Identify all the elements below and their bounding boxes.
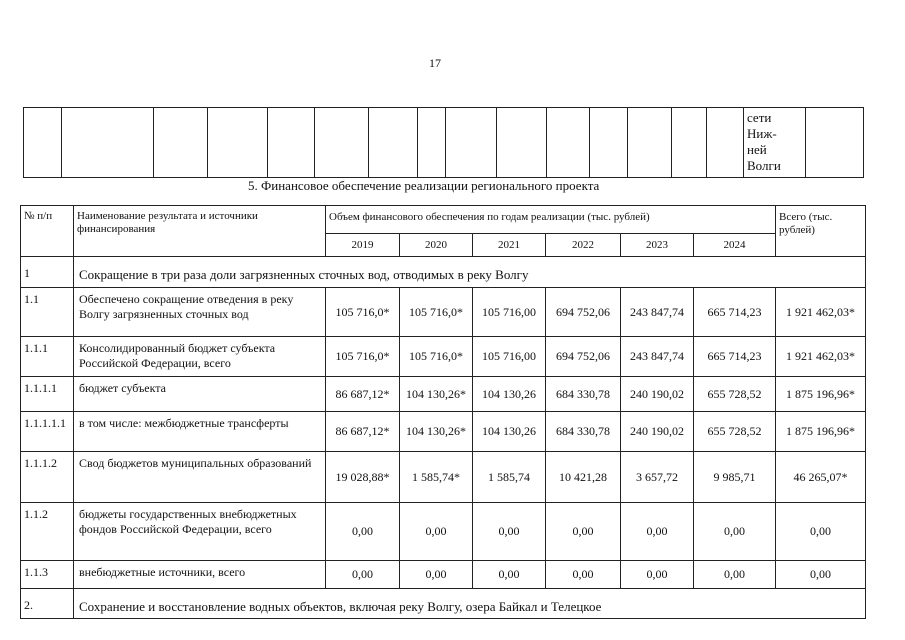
value-cell: 655 728,52 — [694, 377, 776, 412]
value-cell: 105 716,0* — [326, 288, 400, 337]
table-row — [21, 452, 866, 503]
header-year: 2022 — [546, 234, 621, 257]
previous-table-fragment — [23, 107, 864, 178]
value-cell: 243 847,74 — [621, 288, 694, 337]
value-cell: 0,00 — [473, 561, 546, 589]
value-cell: 665 714,23 — [694, 337, 776, 377]
value-cell: 105 716,0* — [326, 337, 400, 377]
value-cell: 105 716,00 — [473, 288, 546, 337]
value-cell: 694 752,06 — [546, 288, 621, 337]
table-row — [21, 412, 866, 452]
value-cell: 105 716,00 — [473, 337, 546, 377]
empty-cell — [268, 108, 315, 178]
value-cell: 665 714,23 — [694, 288, 776, 337]
value-cell: 0,00 — [694, 561, 776, 589]
previous-table-text-cell — [744, 108, 806, 178]
empty-cell — [446, 108, 497, 178]
row-name: в том числе: межбюджетные трансферты — [74, 412, 326, 452]
value-cell: 9 985,71 — [694, 452, 776, 503]
row-number: 1.1.1 — [21, 337, 74, 377]
header-year: 2020 — [400, 234, 473, 257]
row-number: 2. — [21, 589, 74, 619]
value-cell: 0,00 — [694, 503, 776, 561]
row-number: 1.1.1.1.1 — [21, 412, 74, 452]
empty-cell — [707, 108, 744, 178]
empty-cell — [497, 108, 547, 178]
row-name: Свод бюджетов муниципальных образований — [74, 452, 326, 503]
value-cell: 243 847,74 — [621, 337, 694, 377]
cell-line: сети — [747, 110, 772, 125]
value-cell: 3 657,72 — [621, 452, 694, 503]
empty-cell — [154, 108, 208, 178]
value-cell: 86 687,12* — [326, 412, 400, 452]
value-cell: 104 130,26* — [400, 377, 473, 412]
value-cell: 0,00 — [473, 503, 546, 561]
table-row — [21, 561, 866, 589]
header-total: Всего (тыс. рублей) — [776, 206, 866, 257]
value-cell: 0,00 — [621, 561, 694, 589]
value-cell: 1 585,74 — [473, 452, 546, 503]
cell-line: Волги — [747, 158, 781, 173]
row-number: 1 — [21, 257, 74, 288]
total-cell: 1 875 196,96* — [776, 412, 866, 452]
total-cell: 46 265,07* — [776, 452, 866, 503]
table-row — [21, 503, 866, 561]
header-row — [21, 206, 866, 234]
value-cell: 104 130,26* — [400, 412, 473, 452]
value-cell: 0,00 — [621, 503, 694, 561]
row-name: Обеспечено сокращение отведения в реку Волгу загрязненных сточных вод — [74, 288, 326, 337]
value-cell: 105 716,0* — [400, 337, 473, 377]
empty-cell — [590, 108, 628, 178]
value-cell: 10 421,28 — [546, 452, 621, 503]
empty-cell — [628, 108, 672, 178]
empty-cell — [672, 108, 707, 178]
empty-cell — [418, 108, 446, 178]
empty-cell — [547, 108, 590, 178]
total-cell: 1 875 196,96* — [776, 377, 866, 412]
empty-cell — [208, 108, 268, 178]
total-cell: 1 921 462,03* — [776, 288, 866, 337]
cell-line: Ниж- — [747, 126, 777, 141]
table-row — [21, 337, 866, 377]
value-cell: 0,00 — [326, 561, 400, 589]
row-name: Сокращение в три раза доли загрязненных сточных вод, отводимых в реку Волгу — [74, 257, 866, 288]
row-number: 1.1.2 — [21, 503, 74, 561]
value-cell: 684 330,78 — [546, 377, 621, 412]
header-name: Наименование результата и источники финансирования — [74, 206, 326, 257]
empty-cell — [62, 108, 154, 178]
section-row — [21, 257, 866, 288]
value-cell: 19 028,88* — [326, 452, 400, 503]
empty-cell — [369, 108, 418, 178]
value-cell: 0,00 — [546, 561, 621, 589]
value-cell: 655 728,52 — [694, 412, 776, 452]
value-cell: 0,00 — [546, 503, 621, 561]
row-number: 1.1.1.2 — [21, 452, 74, 503]
value-cell: 240 190,02 — [621, 377, 694, 412]
row-name: Сохранение и восстановление водных объектов, включая реку Волгу, озера Байкал и Телецкое — [74, 589, 866, 619]
row-name: Консолидированный бюджет субъекта Российской Федерации, всего — [74, 337, 326, 377]
value-cell: 0,00 — [400, 503, 473, 561]
row-name: бюджеты государственных внебюджетных фондов Российской Федерации, всего — [74, 503, 326, 561]
value-cell: 104 130,26 — [473, 412, 546, 452]
empty-cell — [315, 108, 369, 178]
header-year: 2019 — [326, 234, 400, 257]
total-cell: 1 921 462,03* — [776, 337, 866, 377]
financial-table — [20, 205, 866, 619]
section-title: 5. Финансовое обеспечение реализации регионального проекта — [248, 178, 600, 193]
empty-cell — [24, 108, 62, 178]
empty-cell — [806, 108, 864, 178]
header-year: 2021 — [473, 234, 546, 257]
value-cell: 104 130,26 — [473, 377, 546, 412]
value-cell: 0,00 — [326, 503, 400, 561]
table-row — [21, 377, 866, 412]
row-name: внебюджетные источники, всего — [74, 561, 326, 589]
header-num: № п/п — [21, 206, 74, 257]
row-number: 1.1.1.1 — [21, 377, 74, 412]
value-cell: 240 190,02 — [621, 412, 694, 452]
header-year: 2023 — [621, 234, 694, 257]
header-years-group: Объем финансового обеспечения по годам реализации (тыс. рублей) — [326, 206, 776, 234]
value-cell: 105 716,0* — [400, 288, 473, 337]
table-row — [21, 288, 866, 337]
value-cell: 684 330,78 — [546, 412, 621, 452]
value-cell: 1 585,74* — [400, 452, 473, 503]
total-cell: 0,00 — [776, 561, 866, 589]
value-cell: 0,00 — [400, 561, 473, 589]
row-number: 1.1 — [21, 288, 74, 337]
section-row — [21, 589, 866, 619]
cell-line: ней — [747, 142, 767, 157]
total-cell: 0,00 — [776, 503, 866, 561]
value-cell: 694 752,06 — [546, 337, 621, 377]
header-year: 2024 — [694, 234, 776, 257]
row-name: бюджет субъекта — [74, 377, 326, 412]
row-number: 1.1.3 — [21, 561, 74, 589]
value-cell: 86 687,12* — [326, 377, 400, 412]
page-number: 17 — [429, 56, 441, 70]
